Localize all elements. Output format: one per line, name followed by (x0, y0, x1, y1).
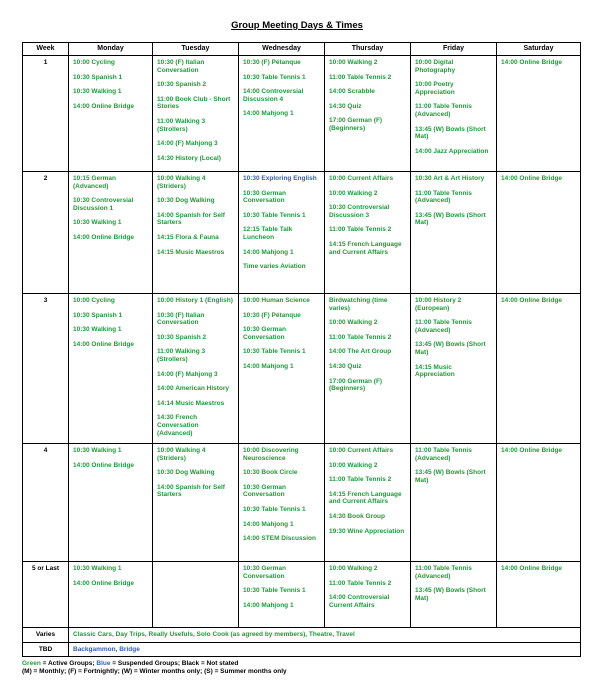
cell-wednesday (239, 444, 325, 562)
group-entry: 14:30 Quiz (329, 362, 362, 370)
group-entry: 13:45 (W) Bowls (Short Mat) (415, 341, 486, 356)
group-entry: 10:00 Poetry Appreciation (415, 81, 455, 96)
cell-monday (69, 172, 153, 294)
group-entry: 11:00 Book Club - Short Stories (157, 95, 231, 111)
cell-monday (69, 562, 153, 628)
cell-thursday (325, 294, 411, 444)
group-entry: 14:00 Online Bridge (73, 461, 135, 469)
group-entry: 14:30 Book Group (329, 512, 385, 520)
group-entry: 11:00 Table Tennis 2 (329, 73, 392, 81)
cell-tuesday (153, 56, 239, 172)
group-entry: 10:30 Dog Walking (157, 197, 215, 205)
cell-friday (411, 56, 497, 172)
group-entry: 10:00 Walking 2 (329, 461, 378, 469)
group-entry: 14:00 Scrabble (329, 88, 375, 96)
group-entry: 14:00 Online Bridge (501, 565, 563, 572)
cell-saturday (497, 56, 581, 172)
group-entry: 14:00 Online Bridge (501, 447, 563, 454)
group-entry: 14:00 STEM Discussion (243, 535, 316, 543)
group-entry: 13:45 (W) Bowls (Short Mat) (415, 125, 486, 141)
group-entry: 14:15 Music Maestros (157, 248, 225, 256)
cell-wednesday (239, 56, 325, 172)
group-entry: 10:30 Controversial Discussion 1 (73, 197, 134, 212)
group-entry: 10:00 Digital Photography (415, 59, 456, 74)
group-entry: 14:00 Jazz Appreciation (415, 147, 489, 155)
group-entry: 14:00 Mahjong 1 (243, 520, 294, 528)
cell-saturday (497, 172, 581, 294)
group-entry: 10:00 Discovering Neuroscience (243, 447, 299, 462)
group-entry: 11:00 Table Tennis (Advanced) (415, 565, 472, 580)
group-entry: 14:14 Music Maestros (157, 399, 225, 407)
schedule-table (22, 42, 581, 657)
group-entry: 11:00 Walking 3 (Strollers) (157, 348, 206, 363)
header-week: Week (23, 43, 69, 56)
group-entry: 10:30 Walking 1 (73, 326, 122, 334)
group-entry: 10:30 Spanish 1 (73, 311, 123, 319)
cell-monday (69, 444, 153, 562)
group-entry: 10:30 Art & Art History (415, 175, 485, 182)
cell-friday (411, 562, 497, 628)
group-entry: 10:30 Controversial Discussion 3 (329, 204, 390, 219)
group-entry: 14:00 (F) Mahjong 3 (157, 140, 218, 148)
group-entry: 10:30 German Conversation (243, 189, 286, 205)
varies-text: Classic Cars, Day Trips, Really Usefuls, Solo Cook (as agreed by members), Theatre, Travel (69, 628, 581, 643)
group-entry: 10:30 Spanish 1 (73, 73, 123, 81)
week-row (23, 56, 581, 172)
group-entry: 10:00 Walking 2 (329, 59, 378, 66)
group-entry: 14:15 Flora & Fauna (157, 233, 219, 241)
group-entry: 10:00 Walking 2 (329, 319, 378, 327)
group-entry: 11:00 Table Tennis (Advanced) (415, 103, 472, 118)
group-entry: 10:30 German Conversation (243, 483, 286, 499)
varies-row (23, 628, 581, 643)
group-entry: 14:00 The Art Group (329, 348, 392, 356)
group-entry: 12:15 Table Talk Luncheon (243, 226, 293, 241)
group-entry: 10:30 Table Tennis 1 (243, 587, 306, 595)
group-entry: 14:00 Mahjong 1 (243, 110, 294, 118)
legend-blue: Blue (96, 660, 111, 667)
group-entry: 14:30 History (Local) (157, 154, 221, 162)
group-entry: 10:30 Walking 1 (73, 565, 122, 572)
cell-friday (411, 172, 497, 294)
group-entry: 14:00 Online Bridge (73, 579, 135, 587)
group-entry: 10:00 Current Affairs (329, 447, 394, 454)
group-entry: 10:30 (F) Pétanque (243, 59, 301, 66)
group-entry: 11:00 Table Tennis 2 (329, 333, 392, 341)
group-entry: 14:15 Music Appreciation (415, 363, 455, 379)
group-entry: 10:15 German (Advanced) (73, 175, 116, 190)
schedule-body (23, 56, 581, 628)
group-entry: 10:30 Table Tennis 1 (243, 211, 306, 219)
group-entry: 13:45 (W) Bowls (Short Mat) (415, 469, 486, 484)
group-entry: 10:00 Walking 2 (329, 189, 378, 197)
group-entry: 14:00 (F) Mahjong 3 (157, 370, 218, 378)
group-entry: 14:00 Mahjong 1 (243, 362, 294, 370)
legend (22, 660, 287, 676)
group-entry: 10:30 Walking 1 (73, 219, 122, 227)
group-entry: 14:00 Spanish for Self Starters (157, 483, 225, 499)
group-entry: 11:00 Table Tennis 2 (329, 476, 392, 484)
group-entry: 14:00 American History (157, 385, 230, 393)
group-entry: 17:00 German (F) (Beginners) (329, 377, 383, 393)
cell-thursday (325, 444, 411, 562)
group-entry: 10:00 Walking 2 (329, 565, 378, 572)
cell-wednesday (239, 562, 325, 628)
legend-green: Green (22, 660, 41, 667)
legend-line-2: (M) = Monthly; (F) = Fortnightly; (W) = Winter months only; (S) = Summer months only (22, 668, 287, 675)
legend-line-1 (22, 660, 287, 668)
week-row (23, 444, 581, 562)
group-entry: 13:45 (W) Bowls (Short Mat) (415, 211, 486, 227)
group-entry: 14:00 Spanish for Self Starters (157, 211, 225, 227)
group-entry: 11:00 Walking 3 (Strollers) (157, 117, 206, 133)
week-row (23, 172, 581, 294)
cell-saturday (497, 562, 581, 628)
group-entry: 11:00 Table Tennis (Advanced) (415, 447, 472, 462)
week-row (23, 562, 581, 628)
group-entry: 13:45 (W) Bowls (Short Mat) (415, 587, 486, 602)
header-thursday: Thursday (325, 43, 411, 56)
group-entry: 10:00 Cycling (73, 297, 115, 304)
group-entry: 14:30 French Conversation (Advanced) (157, 414, 199, 437)
group-entry: 14:00 Online Bridge (501, 297, 563, 304)
group-entry: 10:30 (F) Italian Conversation (157, 59, 205, 74)
group-entry: 10:30 Table Tennis 1 (243, 348, 306, 356)
group-entry: 19:30 Wine Appreciation (329, 527, 405, 535)
group-entry: 10:30 German Conversation (243, 326, 286, 341)
cell-thursday (325, 562, 411, 628)
group-entry: Time varies Aviation (243, 263, 306, 271)
group-entry: 10:30 Book Circle (243, 469, 298, 477)
group-entry: 10:30 Dog Walking (157, 469, 215, 477)
group-entry: 11:00 Table Tennis (Advanced) (415, 189, 472, 205)
group-entry: 14:30 Quiz (329, 102, 362, 110)
legend-green-desc: = Active Groups; (40, 660, 97, 667)
cell-saturday (497, 294, 581, 444)
group-entry: 14:00 Online Bridge (73, 102, 135, 110)
week-label: 1 (23, 56, 69, 172)
header-saturday: Saturday (497, 43, 581, 56)
cell-thursday (325, 172, 411, 294)
group-entry: 10:30 (F) Italian Conversation (157, 311, 205, 327)
tbd-label: TBD (23, 642, 69, 657)
week-row (23, 294, 581, 444)
cell-tuesday (153, 444, 239, 562)
group-entry: 10:30 Spanish 2 (157, 81, 207, 89)
week-label: 4 (23, 444, 69, 562)
cell-tuesday (153, 172, 239, 294)
group-entry: 10:30 Exploring English (243, 175, 317, 182)
week-label: 3 (23, 294, 69, 444)
group-entry: 10:30 Table Tennis 1 (243, 73, 306, 81)
group-entry: 10:00 History 1 (English) (157, 297, 233, 304)
group-entry: 10:00 Cycling (73, 59, 115, 66)
cell-thursday (325, 56, 411, 172)
group-entry: 10:30 Table Tennis 1 (243, 505, 306, 513)
group-entry: Birdwatching (time varies) (329, 297, 388, 312)
cell-tuesday (153, 562, 239, 628)
group-entry: 11:00 Table Tennis 2 (329, 579, 392, 587)
cell-tuesday (153, 294, 239, 444)
group-entry: 14:15 French Language and Current Affairs (329, 490, 402, 506)
group-entry: 14:00 Controversial Discussion 4 (243, 88, 304, 103)
group-entry: 10:30 German Conversation (243, 565, 286, 580)
header-row (23, 43, 581, 56)
group-entry: 10:00 Walking 4 (Striders) (157, 175, 206, 190)
header-tuesday: Tuesday (153, 43, 239, 56)
tbd-text: Backgammon, Bridge (69, 642, 581, 657)
group-entry: 10:30 Walking 1 (73, 88, 122, 96)
cell-monday (69, 294, 153, 444)
group-entry: 14:00 Mahjong 1 (243, 248, 294, 256)
group-entry: 10:00 Human Science (243, 297, 310, 304)
group-entry: 14:00 Online Bridge (73, 233, 135, 241)
group-entry: 10:00 Current Affairs (329, 175, 394, 182)
legend-blue-desc: = Suspended Groups; Black = Not stated (110, 660, 239, 667)
header-friday: Friday (411, 43, 497, 56)
group-entry: 17:00 German (F) (Beginners) (329, 117, 383, 132)
group-entry: 10:00 History 2 (European) (415, 297, 462, 312)
group-entry: 14:15 French Language and Current Affairs (329, 240, 402, 256)
group-entry: 14:00 Online Bridge (501, 175, 563, 182)
cell-monday (69, 56, 153, 172)
varies-label: Varies (23, 628, 69, 643)
group-entry: 11:00 Table Tennis (Advanced) (415, 319, 472, 334)
week-label: 5 or Last (23, 562, 69, 628)
group-entry: 11:00 Table Tennis 2 (329, 226, 392, 234)
group-entry: 14:00 Online Bridge (501, 59, 563, 66)
cell-wednesday (239, 172, 325, 294)
group-entry: 10:00 Walking 4 (Striders) (157, 447, 206, 462)
cell-wednesday (239, 294, 325, 444)
cell-friday (411, 294, 497, 444)
header-monday: Monday (69, 43, 153, 56)
group-entry: 10:30 Spanish 2 (157, 333, 207, 341)
header-wednesday: Wednesday (239, 43, 325, 56)
group-entry: 14:00 Controversial Current Affairs (329, 594, 390, 609)
group-entry: 14:00 Online Bridge (73, 340, 135, 348)
cell-saturday (497, 444, 581, 562)
cell-friday (411, 444, 497, 562)
group-entry: 10:30 Walking 1 (73, 447, 122, 454)
page-title: Group Meeting Days & Times (231, 20, 363, 31)
group-entry: 10:30 (F) Pétanque (243, 311, 301, 319)
tbd-row (23, 642, 581, 657)
week-label: 2 (23, 172, 69, 294)
group-entry: 14:00 Mahjong 1 (243, 601, 294, 609)
